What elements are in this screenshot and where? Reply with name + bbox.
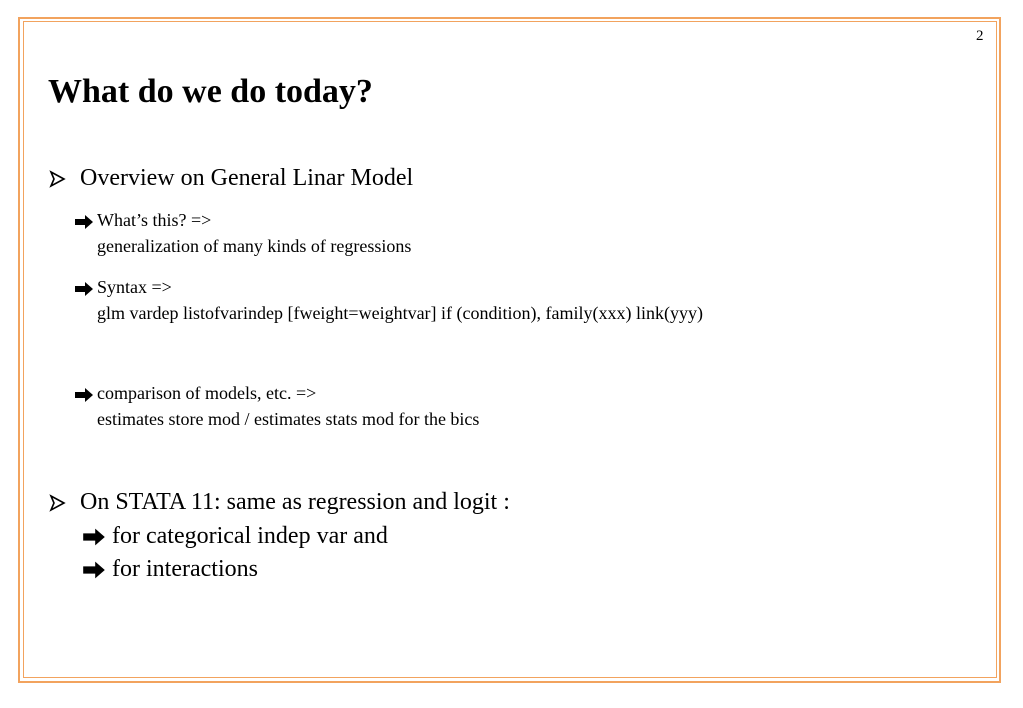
triangle-right-icon [48,163,70,193]
bold-arrow-right-icon [74,207,96,233]
subitem-line1: Syntax => [97,277,172,297]
bullet-text: Overview on General Linar Model [80,165,414,191]
subitem-line1: What’s this? => [97,210,212,230]
subitem-line1: comparison of models, etc. => [97,383,317,403]
bold-arrow-right-icon [82,520,112,552]
bold-arrow-right-icon [74,380,96,406]
bold-arrow-right-icon [82,553,112,585]
subitem-line2: estimates store mod / estimates stats mod for the bics [97,409,480,429]
bold-arrow-right-icon [74,274,96,300]
page-number: 2 [976,28,984,44]
subitem-line2: generalization of many kinds of regressions [97,236,412,256]
slide-title: What do we do today? [48,73,373,110]
stata-subitem-categorical [82,520,388,552]
stata-subitem-interactions [82,553,258,585]
stata-subitem-text: for categorical indep var and [112,523,388,549]
stata-subitem-text: for interactions [112,556,258,582]
subitem-line2: glm vardep listofvarindep [fweight=weightvar] if (condition), family(xxx) link(yyy) [97,303,703,323]
triangle-right-icon [48,487,70,517]
bullet-text: On STATA 11: same as regression and logit : [80,489,510,515]
